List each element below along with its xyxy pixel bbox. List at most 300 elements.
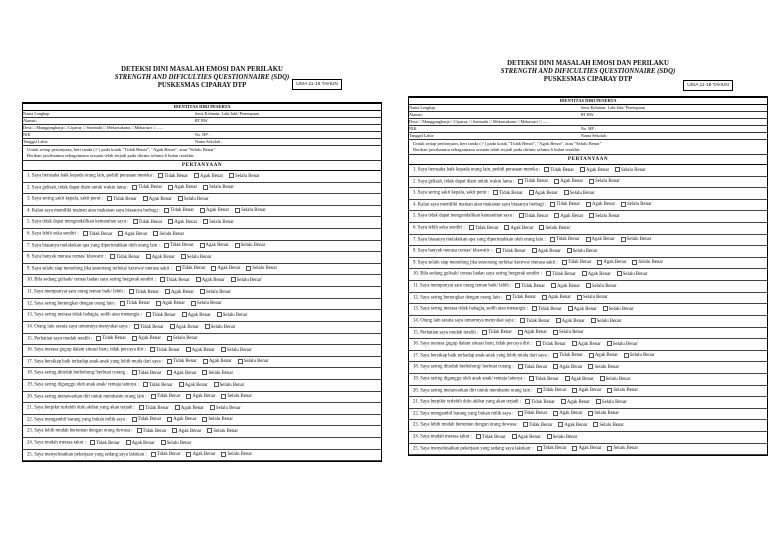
checkbox[interactable] bbox=[553, 353, 558, 358]
title-line-3: PUSKESMAS CIPARAY DTP bbox=[157, 82, 247, 89]
checkbox[interactable] bbox=[235, 243, 240, 248]
option-label: Selalu Benar bbox=[601, 399, 627, 405]
checkbox[interactable] bbox=[210, 405, 215, 410]
checkbox[interactable] bbox=[126, 440, 131, 445]
option-label: Tidak Benar bbox=[567, 260, 592, 266]
checkbox[interactable] bbox=[493, 190, 498, 195]
option-label: Tidak Benar bbox=[556, 202, 581, 208]
checkbox[interactable] bbox=[194, 173, 199, 178]
option-label: Tidak Benar bbox=[524, 179, 549, 185]
answer-options bbox=[136, 429, 243, 434]
checkbox[interactable] bbox=[186, 347, 191, 352]
checkbox[interactable] bbox=[518, 330, 523, 335]
checkbox[interactable] bbox=[553, 364, 558, 369]
checkbox[interactable] bbox=[518, 411, 523, 416]
checkbox[interactable] bbox=[200, 243, 205, 248]
checkbox[interactable] bbox=[211, 266, 216, 271]
question-row bbox=[409, 432, 767, 444]
checkbox[interactable] bbox=[558, 422, 563, 427]
checkbox[interactable] bbox=[200, 208, 205, 213]
questions-title: PERTANYAAN bbox=[23, 161, 381, 171]
checkbox[interactable] bbox=[203, 185, 208, 190]
checkbox[interactable] bbox=[151, 452, 156, 457]
option-label: Tidak Benar bbox=[156, 452, 181, 458]
checkbox[interactable] bbox=[133, 219, 138, 224]
option-label: Tidak Benar bbox=[113, 196, 137, 202]
checkbox[interactable] bbox=[167, 370, 172, 375]
option-label: Agak Benar bbox=[184, 382, 208, 388]
question-text: 23. Saya lebih mudah berteman dengan orang dewasa : bbox=[413, 423, 519, 429]
option-label: Tidak Benar bbox=[151, 312, 176, 318]
option-label: Agak Benar bbox=[131, 440, 155, 446]
question-text: 16. Saya merasa gugup dalam situasi baru, tidak percaya diri : bbox=[27, 347, 147, 353]
checkbox[interactable] bbox=[617, 271, 622, 276]
checkbox[interactable] bbox=[229, 173, 234, 178]
option-label: Selalu Benar bbox=[159, 231, 185, 237]
question-row bbox=[409, 165, 767, 177]
checkbox[interactable] bbox=[167, 359, 172, 364]
checkbox[interactable] bbox=[186, 394, 191, 399]
checkbox[interactable] bbox=[589, 179, 594, 184]
question-row bbox=[23, 415, 381, 427]
checkbox[interactable] bbox=[179, 382, 184, 387]
age-badge: USIA 11-18 TAHUN bbox=[683, 80, 733, 91]
option-label: Agak Benar bbox=[148, 196, 172, 202]
answer-options bbox=[517, 179, 624, 184]
checkbox[interactable] bbox=[561, 399, 566, 404]
answer-options bbox=[149, 348, 256, 353]
option-label: Selalu Benar bbox=[173, 336, 198, 342]
checkbox[interactable] bbox=[132, 370, 137, 375]
checkbox[interactable] bbox=[214, 382, 219, 387]
checkbox[interactable] bbox=[539, 225, 544, 230]
checkbox[interactable] bbox=[165, 289, 170, 294]
question-row bbox=[409, 420, 767, 432]
option-label: Agak Benar bbox=[534, 190, 558, 196]
question-text: 6. Saya lebih suka sendiri : bbox=[27, 231, 79, 237]
checkbox[interactable] bbox=[96, 336, 101, 341]
option-label: Tidak Benar bbox=[135, 289, 159, 295]
option-label: Tidak Benar bbox=[156, 347, 180, 353]
question-text: 25. Saya menyelesaikan pekerjaan yang sedang saya lakukan : bbox=[27, 452, 147, 458]
checkbox[interactable] bbox=[203, 359, 208, 364]
checkbox[interactable] bbox=[607, 341, 612, 346]
checkbox[interactable] bbox=[515, 283, 520, 288]
question-text: 16. Saya merasa gugup dalam situasi baru, tidak percaya diri : bbox=[413, 341, 533, 347]
question-row bbox=[409, 304, 767, 316]
checkbox[interactable] bbox=[532, 248, 537, 253]
option-label: Tidak Benar bbox=[512, 295, 536, 301]
checkbox[interactable] bbox=[191, 301, 196, 306]
identity-label-2 bbox=[581, 119, 767, 125]
checkbox[interactable] bbox=[580, 167, 585, 172]
answer-options bbox=[82, 232, 189, 237]
checkbox[interactable] bbox=[551, 283, 556, 288]
checkbox[interactable] bbox=[550, 202, 555, 207]
option-label: Agak Benar bbox=[173, 417, 197, 423]
question-list bbox=[409, 165, 767, 455]
checkbox[interactable] bbox=[90, 440, 95, 445]
option-label: Tidak Benar bbox=[148, 382, 173, 388]
checkbox[interactable] bbox=[621, 202, 626, 207]
instructions bbox=[23, 146, 381, 161]
answer-options bbox=[514, 284, 621, 289]
answer-options bbox=[150, 394, 257, 399]
question-text: 10. Bila sedang gelisah/ cemas badan saya sering bergerak sendiri : bbox=[27, 278, 156, 284]
answer-options bbox=[528, 377, 635, 382]
checkbox[interactable] bbox=[588, 364, 593, 369]
checkbox[interactable] bbox=[164, 243, 169, 248]
identity-row bbox=[23, 118, 381, 125]
checkbox[interactable] bbox=[110, 254, 115, 259]
checkbox[interactable] bbox=[512, 434, 517, 439]
option-label: Selalu Benar bbox=[621, 167, 646, 173]
question-text: 21. Saya berpikir terlebih dulu akibat yang akan terjadi : bbox=[413, 399, 522, 405]
checkbox[interactable] bbox=[546, 271, 551, 276]
question-row bbox=[23, 403, 381, 415]
checkbox[interactable] bbox=[196, 277, 201, 282]
checkbox[interactable] bbox=[593, 422, 598, 427]
option-label: Selalu Benar bbox=[608, 306, 634, 312]
question-row bbox=[23, 368, 381, 380]
checkbox[interactable] bbox=[586, 202, 591, 207]
checkbox[interactable] bbox=[589, 353, 594, 358]
answer-options bbox=[505, 295, 612, 300]
identity-row bbox=[23, 139, 381, 146]
question-text: 4. Kalau saya memiliki mainan atau makanan saya biasanya berbagi : bbox=[27, 208, 161, 214]
option-label: Tidak Benar bbox=[521, 283, 545, 289]
answer-options bbox=[481, 330, 588, 335]
answer-options bbox=[132, 220, 239, 225]
checkbox[interactable] bbox=[167, 417, 172, 422]
answer-options bbox=[95, 336, 202, 341]
option-label: Selalu Benar bbox=[595, 214, 620, 220]
option-label: Selalu Benar bbox=[596, 318, 622, 324]
option-label: Tidak Benar bbox=[534, 376, 559, 382]
option-label: Tidak Benar bbox=[531, 399, 555, 405]
checkbox[interactable] bbox=[591, 318, 596, 323]
option-label: Agak Benar bbox=[559, 364, 583, 370]
checkbox[interactable] bbox=[504, 225, 509, 230]
checkbox[interactable] bbox=[146, 254, 151, 259]
identity-label-2: No. HP : bbox=[194, 132, 210, 137]
question-row bbox=[23, 380, 381, 392]
checkbox[interactable] bbox=[231, 277, 236, 282]
option-label: Selalu Benar bbox=[572, 248, 598, 254]
checkbox[interactable] bbox=[143, 196, 148, 201]
identity-row bbox=[409, 112, 767, 119]
option-label: Agak Benar bbox=[573, 306, 597, 312]
checkbox[interactable] bbox=[202, 370, 207, 375]
question-row bbox=[23, 264, 381, 276]
option-label: Selalu Benar bbox=[252, 266, 278, 272]
checkbox[interactable] bbox=[577, 295, 582, 300]
checkbox[interactable] bbox=[168, 185, 173, 190]
question-row bbox=[23, 345, 381, 357]
checkbox[interactable] bbox=[588, 411, 593, 416]
checkbox[interactable] bbox=[167, 336, 172, 341]
checkbox[interactable] bbox=[132, 185, 137, 190]
checkbox[interactable] bbox=[118, 231, 123, 236]
checkbox[interactable] bbox=[146, 312, 151, 317]
option-label: Selalu Benar bbox=[569, 190, 595, 196]
option-label: Agak Benar bbox=[559, 411, 583, 417]
question-text: 11. Saya mempunyai satu orang teman baik/ lebih : bbox=[413, 283, 512, 289]
option-label: Tidak Benar bbox=[474, 225, 499, 231]
question-row bbox=[23, 217, 381, 229]
question-row bbox=[23, 229, 381, 241]
form-body bbox=[408, 96, 768, 456]
checkbox[interactable] bbox=[161, 440, 166, 445]
checkbox[interactable] bbox=[632, 260, 637, 265]
checkbox[interactable] bbox=[568, 306, 573, 311]
checkbox[interactable] bbox=[202, 417, 207, 422]
option-label: Selalu Benar bbox=[592, 283, 617, 289]
checkbox[interactable] bbox=[586, 283, 591, 288]
checkbox[interactable] bbox=[529, 190, 534, 195]
checkbox[interactable] bbox=[582, 271, 587, 276]
option-label: Selalu Benar bbox=[208, 417, 233, 423]
checkbox[interactable] bbox=[607, 446, 612, 451]
checkbox[interactable] bbox=[518, 364, 523, 369]
checkbox[interactable] bbox=[562, 260, 567, 265]
identity-label-2: Jenis Kelamin: Laki-laki/ Perempuan bbox=[580, 105, 645, 110]
checkbox[interactable] bbox=[139, 405, 144, 410]
checkbox[interactable] bbox=[600, 376, 605, 381]
option-label: Agak Benar bbox=[180, 405, 204, 411]
question-text: 9. Saya selalu siap menolong jika seseorang terluka/ kecewa/ merasa sakit : bbox=[413, 260, 558, 266]
checkbox[interactable] bbox=[221, 452, 226, 457]
checkbox[interactable] bbox=[624, 353, 629, 358]
checkbox[interactable] bbox=[217, 312, 222, 317]
checkbox[interactable] bbox=[553, 411, 558, 416]
identity-label: Tanggal Lahir: bbox=[23, 139, 49, 144]
checkbox[interactable] bbox=[550, 237, 555, 242]
answer-options bbox=[138, 406, 245, 411]
checkbox[interactable] bbox=[246, 266, 251, 271]
answer-options bbox=[166, 359, 273, 364]
checkbox[interactable] bbox=[151, 394, 156, 399]
option-label: Selalu Benar bbox=[594, 411, 619, 417]
checkbox[interactable] bbox=[107, 196, 112, 201]
checkbox[interactable] bbox=[532, 306, 537, 311]
checkbox[interactable] bbox=[83, 231, 88, 236]
option-label: Tidak Benar bbox=[88, 231, 113, 237]
answer-options bbox=[145, 313, 252, 318]
checkbox[interactable] bbox=[572, 341, 577, 346]
answer-options bbox=[517, 411, 624, 416]
option-label: Agak Benar bbox=[151, 254, 175, 260]
checkbox[interactable] bbox=[143, 382, 148, 387]
title-line-2: STRENGTH AND DIFICULTIES QUESTIONNAIRE (SDQ) bbox=[500, 68, 676, 75]
checkbox[interactable] bbox=[150, 347, 155, 352]
checkbox[interactable] bbox=[172, 428, 177, 433]
option-label: Tidak Benar bbox=[542, 388, 567, 394]
checkbox[interactable] bbox=[176, 266, 181, 271]
checkbox[interactable] bbox=[589, 213, 594, 218]
option-label: Tidak Benar bbox=[137, 370, 162, 376]
answer-options bbox=[535, 342, 642, 347]
checkbox[interactable] bbox=[160, 277, 165, 282]
checkbox[interactable] bbox=[603, 306, 608, 311]
option-label: Agak Benar bbox=[517, 434, 541, 440]
option-label: Selalu Benar bbox=[582, 295, 608, 301]
checkbox[interactable] bbox=[547, 434, 552, 439]
checkbox[interactable] bbox=[153, 231, 158, 236]
checkbox[interactable] bbox=[621, 237, 626, 242]
question-text: 8. Saya banyak merasa cemas/ khawatir : bbox=[27, 254, 106, 260]
option-label: Tidak Benar bbox=[126, 301, 150, 307]
checkbox[interactable] bbox=[523, 422, 528, 427]
question-text: 10. Bila sedang gelisah/ cemas badan saya sering bergerak sendiri : bbox=[413, 272, 542, 278]
option-label: Selalu Benar bbox=[209, 220, 234, 226]
checkbox[interactable] bbox=[158, 173, 163, 178]
option-label: Tidak Benar bbox=[181, 266, 206, 272]
question-text: 5. Saya tidak dapat mengendalikan kemarahan saya : bbox=[27, 220, 129, 226]
question-text: 1. Saya berusaha baik kepada orang lain, peduli perasaan mereka : bbox=[413, 167, 541, 173]
answer-options bbox=[545, 272, 652, 277]
identity-label: NIK bbox=[23, 132, 31, 137]
question-row bbox=[409, 409, 767, 421]
option-label: Agak Benar bbox=[560, 214, 584, 220]
checkbox[interactable] bbox=[168, 219, 173, 224]
option-label: Agak Benar bbox=[200, 173, 224, 179]
answer-options bbox=[495, 249, 602, 254]
question-text: 19. Saya sering diganggu oleh anak anak/ remaja lainnya : bbox=[27, 382, 139, 388]
checkbox[interactable] bbox=[615, 167, 620, 172]
question-text: 22. Saya mengambil barang yang bukan milik saya : bbox=[27, 417, 128, 423]
checkbox[interactable] bbox=[596, 399, 601, 404]
checkbox[interactable] bbox=[525, 399, 530, 404]
identity-row bbox=[409, 105, 767, 112]
checkbox[interactable] bbox=[556, 318, 561, 323]
question-row bbox=[409, 339, 767, 351]
checkbox[interactable] bbox=[181, 254, 186, 259]
answer-options bbox=[468, 226, 575, 231]
question-row bbox=[23, 426, 381, 438]
checkbox[interactable] bbox=[537, 446, 542, 451]
checkbox[interactable] bbox=[132, 417, 137, 422]
checkbox[interactable] bbox=[203, 219, 208, 224]
checkbox[interactable] bbox=[586, 237, 591, 242]
answer-options bbox=[109, 255, 216, 260]
option-label: Tidak Benar bbox=[502, 248, 526, 254]
checkbox[interactable] bbox=[572, 388, 577, 393]
checkbox[interactable] bbox=[182, 312, 187, 317]
checkbox[interactable] bbox=[207, 428, 212, 433]
checkbox[interactable] bbox=[506, 295, 511, 300]
checkbox[interactable] bbox=[221, 394, 226, 399]
answer-options bbox=[175, 266, 282, 271]
answer-options bbox=[517, 365, 624, 370]
checkbox[interactable] bbox=[607, 388, 612, 393]
identity-label: Desa □ Manggungharja □ Ciparay □ Sarimahi □ Mekarsakana □ Mekarsari □ ...... bbox=[409, 119, 550, 124]
identity-rows bbox=[409, 105, 767, 140]
question-text: 18. Saya sering dituduh berbohong/ berbuat curang : bbox=[413, 364, 514, 370]
checkbox[interactable] bbox=[175, 405, 180, 410]
checkbox[interactable] bbox=[129, 289, 134, 294]
checkbox[interactable] bbox=[235, 208, 240, 213]
option-label: Tidak Benar bbox=[169, 243, 194, 249]
checkbox[interactable] bbox=[482, 330, 487, 335]
checkbox[interactable] bbox=[537, 388, 542, 393]
checkbox[interactable] bbox=[221, 347, 226, 352]
checkbox[interactable] bbox=[554, 179, 559, 184]
option-label: Agak Benar bbox=[537, 248, 561, 254]
checkbox[interactable] bbox=[186, 452, 191, 457]
checkbox[interactable] bbox=[205, 324, 210, 329]
question-text: 14. Orang lain sesuia saya umumnya menyukai saya : bbox=[413, 318, 516, 324]
checkbox[interactable] bbox=[518, 179, 523, 184]
checkbox[interactable] bbox=[572, 446, 577, 451]
checkbox[interactable] bbox=[544, 167, 549, 172]
option-label: Selalu Benar bbox=[166, 440, 192, 446]
question-row bbox=[23, 438, 381, 450]
checkbox[interactable] bbox=[132, 336, 137, 341]
checkbox[interactable] bbox=[520, 318, 525, 323]
question-row bbox=[23, 206, 381, 218]
option-label: Agak Benar bbox=[174, 185, 198, 191]
question-row bbox=[409, 281, 767, 293]
checkbox[interactable] bbox=[529, 376, 534, 381]
option-label: Tidak Benar bbox=[537, 306, 562, 312]
checkbox[interactable] bbox=[542, 295, 547, 300]
checkbox[interactable] bbox=[554, 213, 559, 218]
checkbox[interactable] bbox=[469, 225, 474, 230]
option-label: Tidak Benar bbox=[523, 364, 548, 370]
option-label: Selalu Benar bbox=[552, 434, 578, 440]
question-text: 5. Saya tidak dapat mengendalikan kemarahan saya : bbox=[413, 214, 515, 220]
question-text: 17. Saya bersikap baik terhadap anak-anak yang lebih muda dari saya : bbox=[27, 359, 164, 365]
question-row bbox=[23, 194, 381, 206]
option-label: Selalu Benar bbox=[209, 185, 234, 191]
option-label: Agak Benar bbox=[560, 179, 584, 185]
checkbox[interactable] bbox=[597, 260, 602, 265]
checkbox[interactable] bbox=[565, 376, 570, 381]
checkbox[interactable] bbox=[238, 359, 243, 364]
title-line-2: STRENGTH AND DIFICULTIES QUESTIONNAIRE (SDQ) bbox=[114, 74, 290, 81]
checkbox[interactable] bbox=[178, 196, 183, 201]
checkbox[interactable] bbox=[496, 248, 501, 253]
checkbox[interactable] bbox=[519, 213, 524, 218]
checkbox[interactable] bbox=[164, 208, 169, 213]
checkbox[interactable] bbox=[134, 324, 139, 329]
answer-options bbox=[89, 441, 196, 446]
checkbox[interactable] bbox=[137, 428, 142, 433]
checkbox[interactable] bbox=[564, 190, 569, 195]
checkbox[interactable] bbox=[170, 324, 175, 329]
question-text: 24. Saya mudah merasa takut : bbox=[413, 434, 472, 440]
checkbox[interactable] bbox=[120, 301, 125, 306]
checkbox[interactable] bbox=[200, 289, 205, 294]
checkbox[interactable] bbox=[553, 330, 558, 335]
checkbox[interactable] bbox=[536, 341, 541, 346]
answer-options bbox=[475, 435, 582, 440]
checkbox[interactable] bbox=[156, 301, 161, 306]
option-label: Agak Benar bbox=[603, 260, 627, 266]
answer-options bbox=[159, 278, 266, 283]
answer-options bbox=[518, 214, 625, 219]
option-label: Selalu Benar bbox=[226, 347, 252, 353]
question-text: 17. Saya bersikap baik terhadap anak-anak yang lebih muda dari saya : bbox=[413, 353, 550, 359]
option-label: Agak Benar bbox=[192, 394, 216, 400]
checkbox[interactable] bbox=[567, 248, 572, 253]
option-label: Selalu Benar bbox=[213, 429, 239, 435]
option-label: Selalu Benar bbox=[595, 179, 620, 185]
option-label: Selalu Benar bbox=[613, 446, 639, 452]
option-label: Tidak Benar bbox=[170, 208, 195, 214]
checkbox[interactable] bbox=[476, 434, 481, 439]
